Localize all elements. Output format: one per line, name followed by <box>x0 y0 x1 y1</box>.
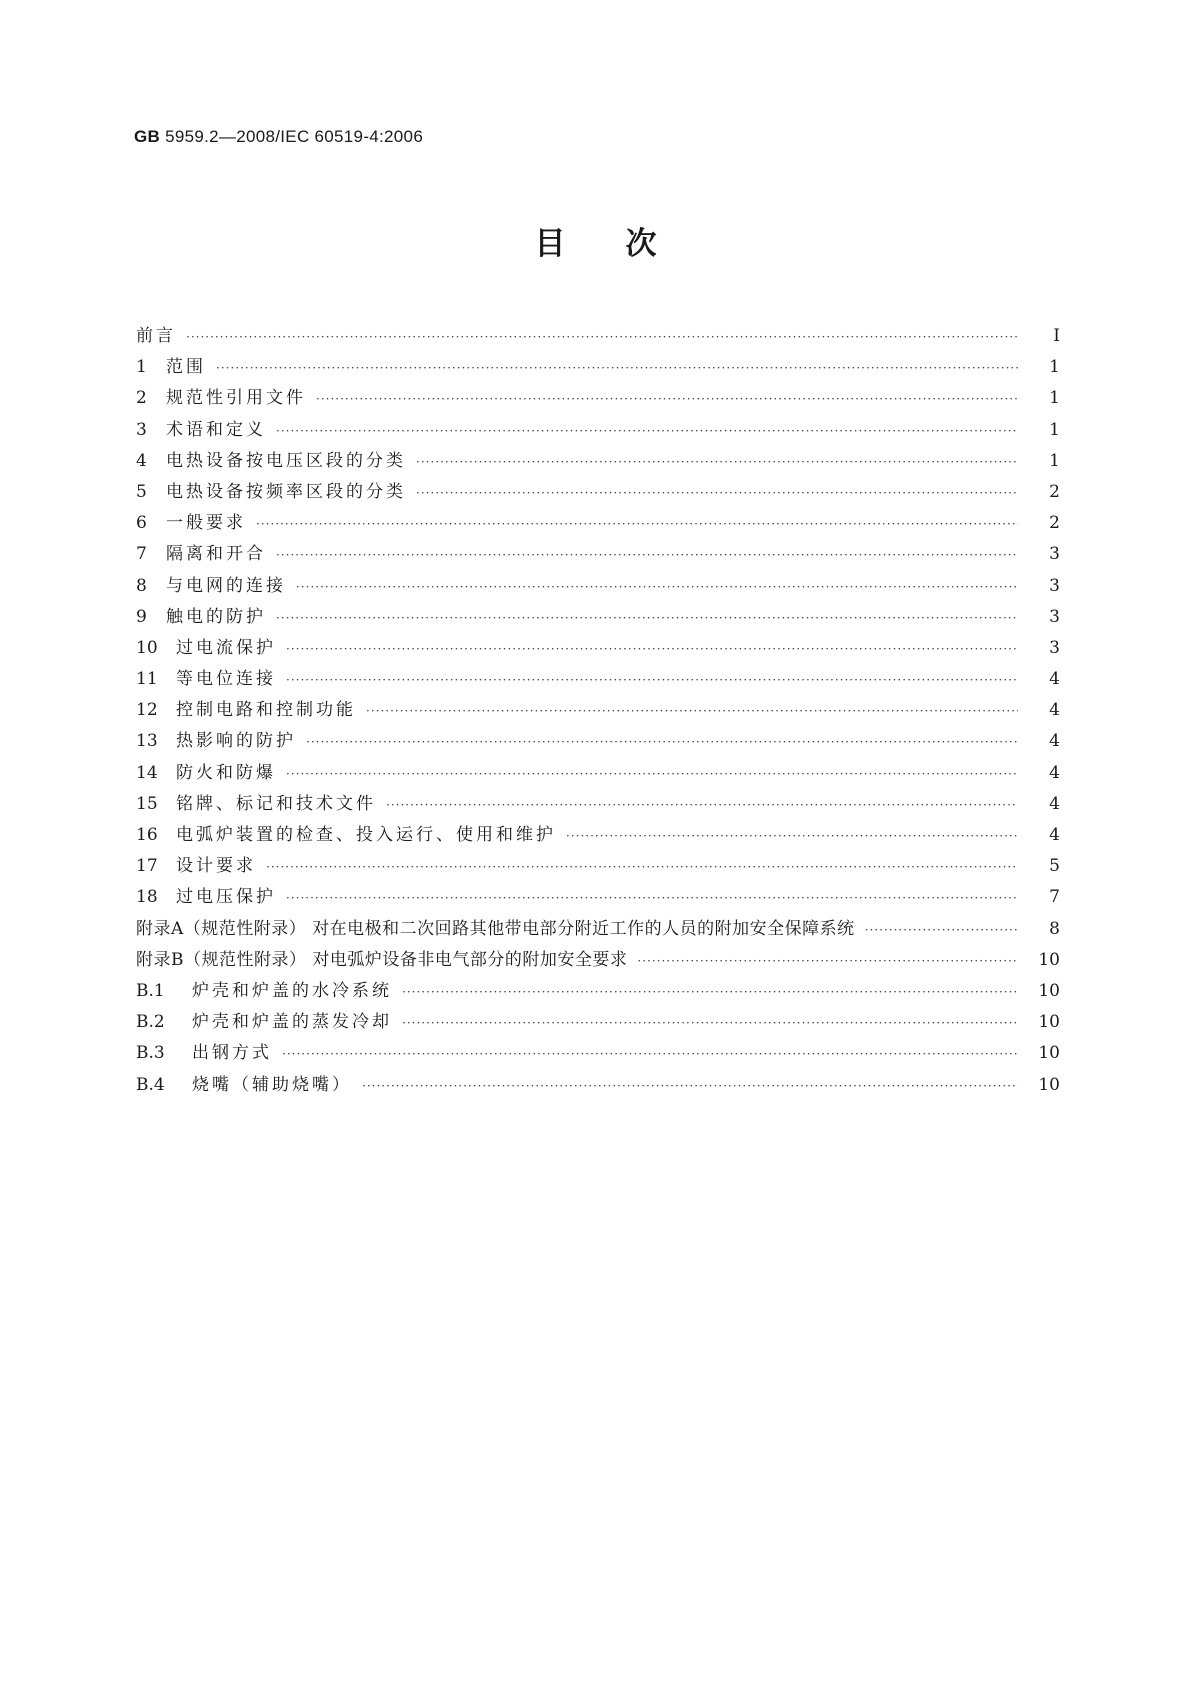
toc-entry-label: 过电压保护 <box>176 887 276 908</box>
toc-entry-6 <box>136 512 1060 543</box>
toc-entry-page: 2 <box>1049 513 1060 534</box>
toc-entry-page: 4 <box>1049 793 1060 814</box>
dot-leader <box>316 388 1018 410</box>
toc-entry-number: 7 <box>136 544 147 565</box>
toc-entry-number: 16 <box>136 825 158 845</box>
toc-entry-b3 <box>136 1042 1060 1073</box>
toc-entry-b1 <box>136 980 1060 1011</box>
toc-entry-page: 5 <box>1049 856 1060 877</box>
toc-entry-number: B.3 <box>136 1043 165 1064</box>
toc-entry-page: 4 <box>1049 700 1060 721</box>
toc-entry-label: 出钢方式 <box>192 1043 272 1064</box>
toc-entry-label: 前言 <box>136 326 176 346</box>
toc-entry-page: 1 <box>1049 357 1060 378</box>
toc-entry-label: 附录B（规范性附录） 对电弧炉设备非电气部分的附加安全要求 <box>136 949 628 970</box>
toc-entry-page: 4 <box>1049 825 1060 845</box>
toc-entry-label: 控制电路和控制功能 <box>176 700 356 721</box>
toc-entry-label: 隔离和开合 <box>166 544 266 565</box>
toc-entry-number: 4 <box>136 450 147 471</box>
standard-prefix: GB <box>134 127 161 146</box>
toc-entry-13 <box>136 730 1060 761</box>
table-of-contents <box>136 325 1060 1105</box>
toc-entry-page: 10 <box>1038 1012 1060 1033</box>
toc-entry-12 <box>136 699 1060 730</box>
toc-entry-label: 附录A（规范性附录） 对在电极和二次回路其他带电部分附近工作的人员的附加安全保障系统 <box>136 918 855 939</box>
toc-entry-number: 17 <box>136 856 158 877</box>
toc-entry-number: 13 <box>136 731 158 752</box>
dot-leader <box>286 887 1018 909</box>
toc-entry-label: 规范性引用文件 <box>166 388 306 409</box>
toc-entry-label: 等电位连接 <box>176 669 276 690</box>
toc-entry-page: 3 <box>1049 575 1060 596</box>
dot-leader <box>276 607 1018 629</box>
toc-entry-number: 3 <box>136 419 147 440</box>
toc-entry-page: 8 <box>1049 918 1060 939</box>
toc-entry-7 <box>136 543 1060 574</box>
toc-entry-label: 电热设备按电压区段的分类 <box>166 450 406 471</box>
toc-entry-page: 3 <box>1049 544 1060 565</box>
toc-entry-page: 1 <box>1049 388 1060 409</box>
toc-entry-b4 <box>136 1074 1060 1105</box>
page-title: 目次 <box>534 226 717 262</box>
standard-number: 5959.2—2008/IEC 60519-4:2006 <box>165 127 424 146</box>
dot-leader <box>865 919 1018 941</box>
dot-leader <box>186 326 1018 348</box>
toc-entry-number: B.2 <box>136 1012 165 1033</box>
dot-leader <box>276 544 1018 566</box>
dot-leader <box>282 1043 1018 1065</box>
toc-entry-page: 3 <box>1049 637 1060 658</box>
toc-entry-number: 15 <box>136 793 158 814</box>
toc-entry-page: 1 <box>1049 450 1060 471</box>
toc-entry-page: 4 <box>1049 731 1060 752</box>
toc-entry-number: 11 <box>136 669 158 690</box>
toc-entry-number: B.1 <box>136 980 165 1001</box>
dot-leader <box>286 638 1018 660</box>
dot-leader <box>216 357 1018 379</box>
toc-entry-3 <box>136 419 1060 450</box>
toc-entry-17 <box>136 855 1060 886</box>
toc-entry-9 <box>136 606 1060 637</box>
toc-entry-8 <box>136 575 1060 606</box>
toc-entry-14 <box>136 762 1060 793</box>
toc-entry-11 <box>136 668 1060 699</box>
dot-leader <box>386 794 1018 816</box>
toc-entry-15 <box>136 793 1060 824</box>
toc-entry-number: 10 <box>136 637 158 658</box>
toc-entry-page: 4 <box>1049 762 1060 783</box>
dot-leader <box>416 482 1018 504</box>
toc-entry-number: 9 <box>136 606 147 627</box>
toc-entry-2 <box>136 387 1060 418</box>
toc-entry-page: 4 <box>1049 669 1060 690</box>
toc-entry-label: 电热设备按频率区段的分类 <box>166 481 406 502</box>
toc-entry-label: 术语和定义 <box>166 419 266 440</box>
toc-entry-18 <box>136 886 1060 917</box>
standard-code <box>134 127 423 147</box>
dot-leader <box>416 451 1018 473</box>
toc-entry-foreword <box>136 325 1060 356</box>
toc-entry-4 <box>136 450 1060 481</box>
toc-entry-label: 与电网的连接 <box>166 575 286 596</box>
toc-entry-number: 8 <box>136 575 147 596</box>
dot-leader <box>366 700 1018 722</box>
dot-leader <box>566 825 1018 847</box>
toc-entry-number: 12 <box>136 700 158 721</box>
toc-entry-label: 触电的防护 <box>166 606 266 627</box>
toc-entry-page: 1 <box>1049 419 1060 440</box>
toc-entry-number: 5 <box>136 481 147 502</box>
toc-entry-page: 10 <box>1038 1043 1060 1064</box>
toc-entry-page: 2 <box>1049 481 1060 502</box>
toc-entry-label: 炉壳和炉盖的蒸发冷却 <box>192 1012 392 1033</box>
dot-leader <box>296 576 1018 598</box>
toc-entry-label: 烧嘴（辅助烧嘴） <box>192 1074 352 1095</box>
dot-leader <box>306 731 1018 753</box>
toc-entry-number: 6 <box>136 513 147 534</box>
toc-entry-number: 18 <box>136 887 158 908</box>
dot-leader <box>637 950 1018 972</box>
toc-entry-label: 设计要求 <box>176 856 256 877</box>
toc-entry-annex-b <box>136 949 1060 980</box>
toc-entry-label: 范围 <box>166 357 206 378</box>
dot-leader <box>276 420 1018 442</box>
toc-entry-label: 防火和防爆 <box>176 762 276 783</box>
dot-leader <box>286 763 1018 785</box>
dot-leader <box>362 1075 1018 1097</box>
toc-entry-label: 一般要求 <box>166 513 246 534</box>
toc-entry-page: 7 <box>1049 887 1060 908</box>
dot-leader <box>256 513 1018 535</box>
dot-leader <box>266 856 1018 878</box>
toc-entry-label: 电弧炉装置的检查、投入运行、使用和维护 <box>176 825 556 845</box>
toc-entry-page: 10 <box>1038 1074 1060 1095</box>
dot-leader <box>286 669 1018 691</box>
dot-leader <box>402 981 1018 1003</box>
toc-entry-page: 3 <box>1049 606 1060 627</box>
toc-entry-b2 <box>136 1011 1060 1042</box>
toc-entry-label: 过电流保护 <box>176 637 276 658</box>
toc-entry-number: 2 <box>136 388 147 409</box>
toc-entry-number: 14 <box>136 762 158 783</box>
toc-entry-5 <box>136 481 1060 512</box>
toc-entry-number: B.4 <box>136 1074 165 1095</box>
toc-entry-16 <box>136 824 1060 855</box>
toc-entry-page: 10 <box>1038 980 1060 1001</box>
toc-entry-label: 热影响的防护 <box>176 731 296 752</box>
toc-entry-10 <box>136 637 1060 668</box>
toc-entry-page: 10 <box>1038 949 1060 970</box>
toc-entry-page: I <box>1053 326 1060 346</box>
toc-entry-1 <box>136 356 1060 387</box>
dot-leader <box>402 1012 1018 1034</box>
toc-entry-number: 1 <box>136 357 147 378</box>
toc-entry-label: 炉壳和炉盖的水冷系统 <box>192 980 392 1001</box>
toc-entry-annex-a <box>136 918 1060 949</box>
toc-entry-label: 铭牌、标记和技术文件 <box>176 793 376 814</box>
